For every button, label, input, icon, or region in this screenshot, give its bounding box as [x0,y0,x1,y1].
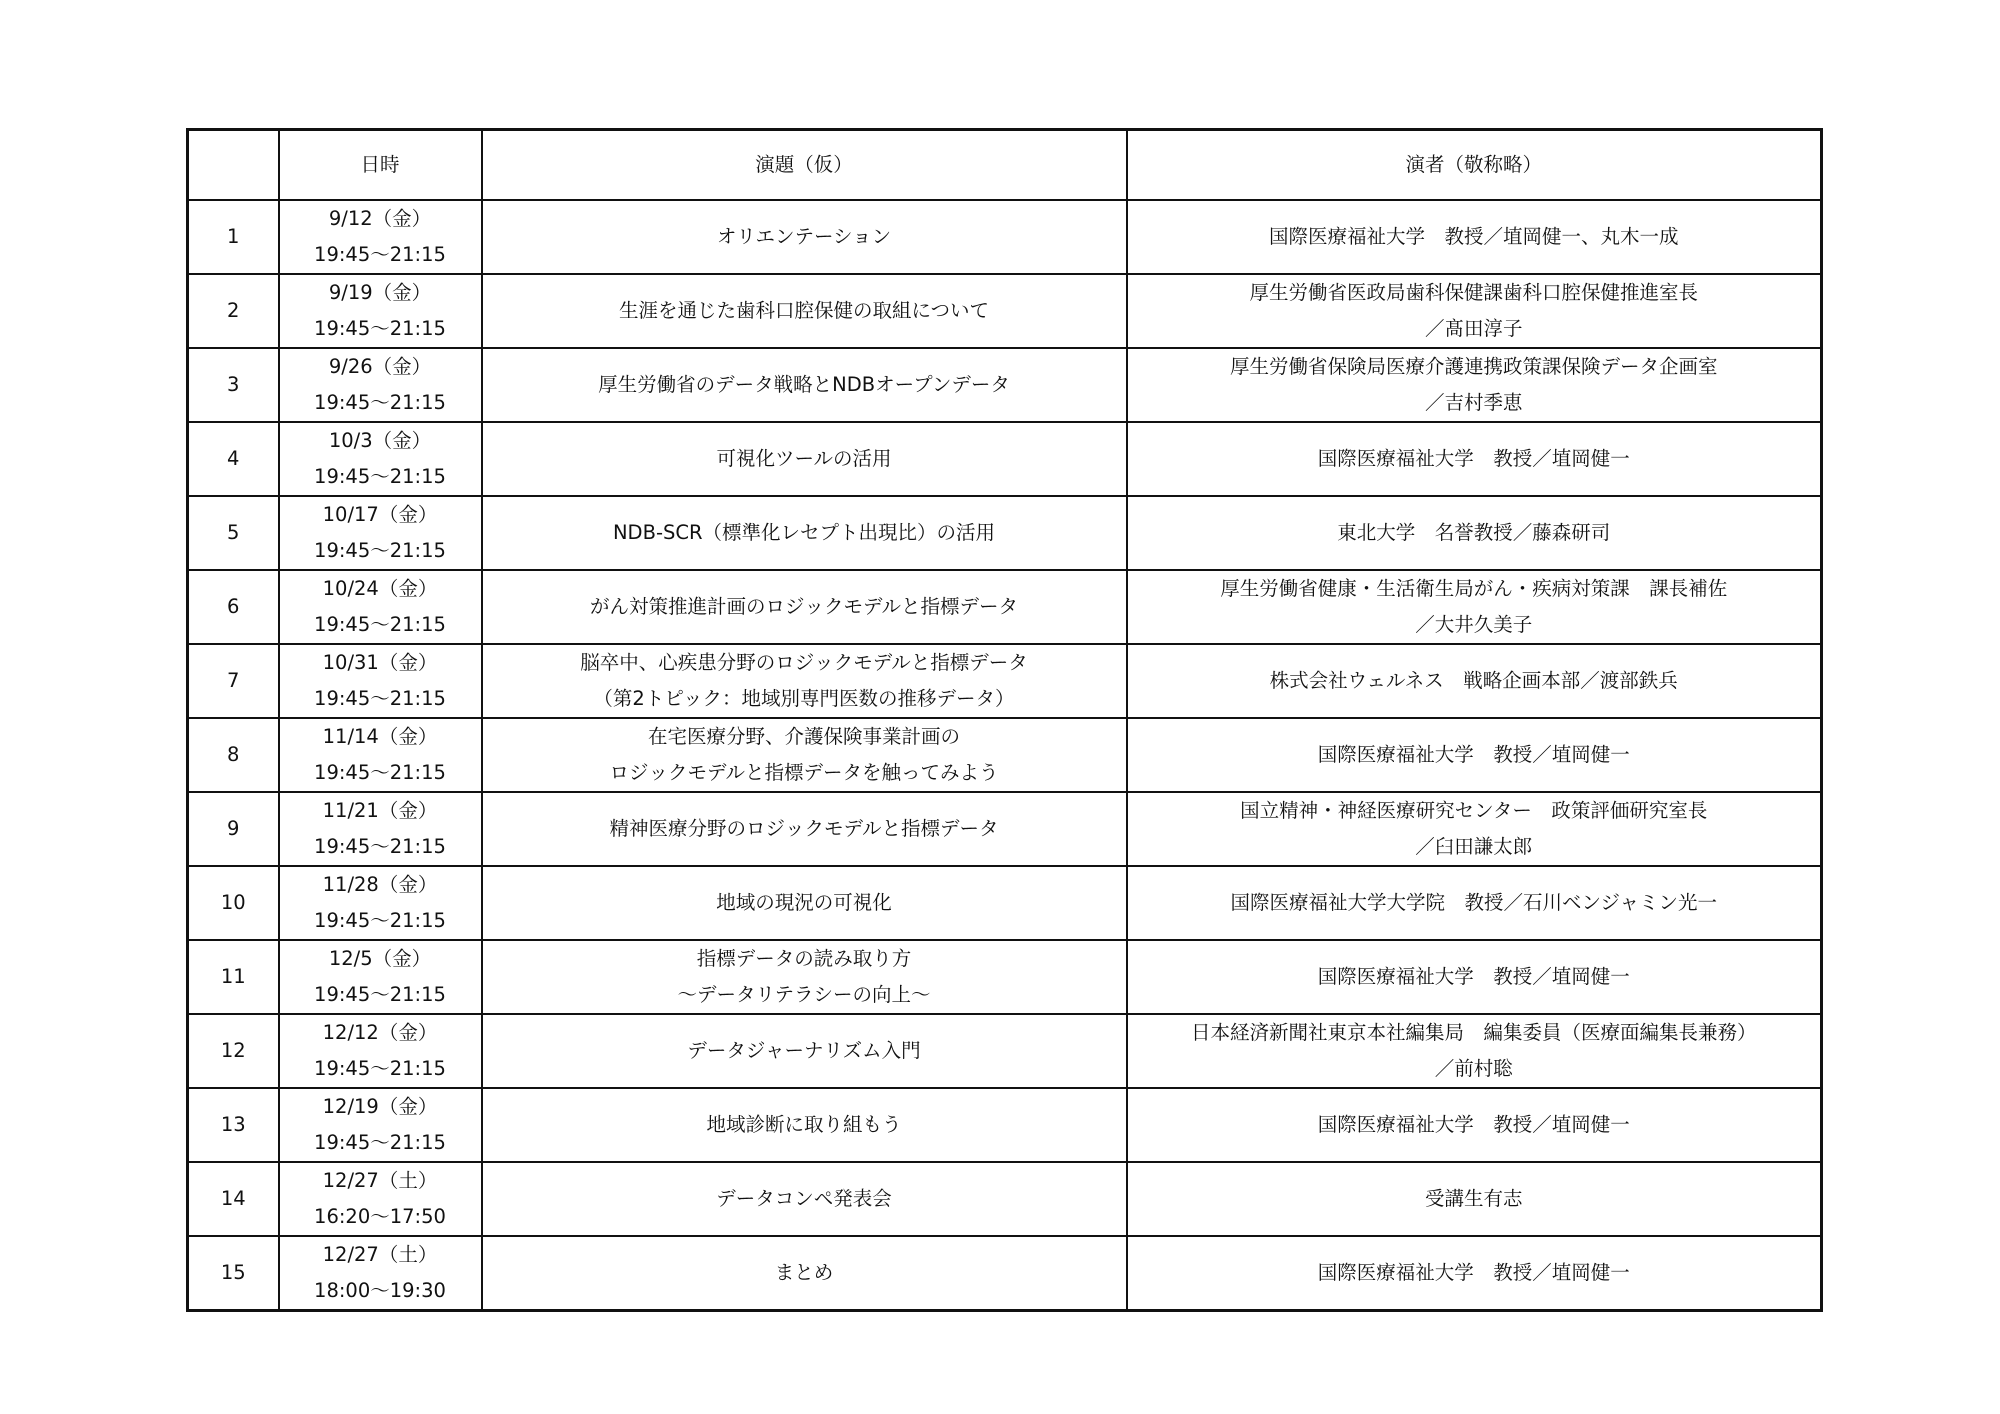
header-no [188,130,279,201]
session-datetime [279,1014,482,1088]
session-number: 2 [188,274,279,348]
session-date: 9/26（金） [328,355,432,378]
session-speaker-line: ／髙田淳子 [1424,317,1523,340]
session-speaker [1127,792,1822,866]
session-speaker [1127,274,1822,348]
session-datetime [279,422,482,496]
session-speaker [1127,1236,1822,1311]
session-title [482,1236,1127,1311]
session-speaker [1127,200,1822,274]
session-datetime [279,792,482,866]
session-date: 12/27（土） [322,1169,438,1192]
table-row [188,1162,1822,1236]
session-datetime [279,274,482,348]
session-datetime [279,1162,482,1236]
session-title [482,496,1127,570]
session-speaker-line: 日本経済新聞社東京本社編集局 編集委員（医療面編集長兼務） [1190,1021,1757,1044]
session-number: 14 [188,1162,279,1236]
session-speaker [1127,1088,1822,1162]
table-row [188,348,1822,422]
session-title-line: 可視化ツールの活用 [716,447,892,470]
session-speaker-line: 厚生労働省健康・生活衛生局がん・疾病対策課 課長補佐 [1220,577,1728,600]
table-row [188,718,1822,792]
session-speaker-line: 厚生労働省保険局医療介護連携政策課保険データ企画室 [1229,355,1718,378]
table-row [188,940,1822,1014]
session-speaker-line: 国立精神・神経医療研究センター 政策評価研究室長 [1240,799,1708,822]
session-date: 10/3（金） [328,429,432,452]
session-number: 5 [188,496,279,570]
table-row [188,200,1822,274]
session-title-line: NDB-SCR（標準化レセプト出現比）の活用 [612,521,996,544]
session-date: 10/24（金） [322,577,438,600]
session-number: 4 [188,422,279,496]
session-time: 16:20～17:50 [314,1205,446,1228]
session-title-line: 生涯を通じた歯科口腔保健の取組について [618,299,990,322]
header-title: 演題（仮） [482,130,1127,201]
session-number: 7 [188,644,279,718]
session-speaker [1127,496,1822,570]
session-title-line: オリエンテーション [716,225,892,248]
session-time: 19:45～21:15 [314,1131,446,1154]
session-number: 10 [188,866,279,940]
session-speaker-line: 厚生労働省医政局歯科保健課歯科口腔保健推進室長 [1249,281,1698,304]
session-number: 1 [188,200,279,274]
session-title-line: まとめ [774,1261,834,1284]
session-speaker [1127,644,1822,718]
table-header [188,130,1822,201]
session-number: 9 [188,792,279,866]
session-speaker [1127,422,1822,496]
session-speaker [1127,348,1822,422]
table-body [188,200,1822,1311]
session-time: 19:45～21:15 [314,983,446,1006]
session-number: 15 [188,1236,279,1311]
session-date: 12/12（金） [322,1021,438,1044]
session-title-line: ～データリテラシーの向上～ [677,983,931,1006]
session-speaker-line: 国際医療福祉大学 教授／埴岡健一 [1317,743,1630,766]
session-date: 10/17（金） [322,503,438,526]
session-datetime [279,940,482,1014]
header-speaker: 演者（敬称略） [1127,130,1822,201]
session-speaker [1127,570,1822,644]
session-speaker-line: 国際医療福祉大学 教授／埴岡健一 [1317,1113,1630,1136]
session-time: 19:45～21:15 [314,835,446,858]
session-speaker-line: 国際医療福祉大学大学院 教授／石川ベンジャミン光一 [1230,891,1718,914]
table-row [188,570,1822,644]
session-speaker-line: ／吉村季恵 [1424,391,1523,414]
session-title-line: データコンペ発表会 [716,1187,892,1210]
session-title-line: 厚生労働省のデータ戦略とNDBオープンデータ [598,373,1010,396]
session-title [482,940,1127,1014]
session-title [482,1162,1127,1236]
session-time: 19:45～21:15 [314,687,446,710]
session-speaker-line: 国際医療福祉大学 教授／埴岡健一、丸木一成 [1268,225,1679,248]
session-title [482,200,1127,274]
session-date: 12/19（金） [322,1095,438,1118]
session-datetime [279,1236,482,1311]
session-time: 19:45～21:15 [314,243,446,266]
session-datetime [279,348,482,422]
session-speaker-line: 東北大学 名誉教授／藤森研司 [1337,521,1611,544]
session-title [482,792,1127,866]
session-datetime [279,644,482,718]
table-row [188,1236,1822,1311]
session-datetime [279,496,482,570]
session-title-line: 指標データの読み取り方 [696,947,912,970]
session-time: 19:45～21:15 [314,909,446,932]
table-row [188,496,1822,570]
session-speaker-line: ／前村聡 [1434,1057,1513,1080]
session-speaker-line: 国際医療福祉大学 教授／埴岡健一 [1317,965,1630,988]
session-datetime [279,1088,482,1162]
session-title-line: 在宅医療分野、介護保険事業計画の [647,725,960,748]
session-datetime [279,570,482,644]
session-title [482,1088,1127,1162]
session-speaker-line: 国際医療福祉大学 教授／埴岡健一 [1317,1261,1630,1284]
session-time: 19:45～21:15 [314,391,446,414]
session-speaker-line: 国際医療福祉大学 教授／埴岡健一 [1317,447,1630,470]
session-title-line: 脳卒中、心疾患分野のロジックモデルと指標データ [580,651,1028,674]
table-row [188,866,1822,940]
session-speaker [1127,940,1822,1014]
session-number: 12 [188,1014,279,1088]
session-date: 11/21（金） [322,799,438,822]
session-date: 12/27（土） [322,1243,438,1266]
table-row [188,274,1822,348]
session-title-line: データジャーナリズム入門 [687,1039,921,1062]
session-title-line: がん対策推進計画のロジックモデルと指標データ [589,595,1019,618]
session-date: 12/5（金） [328,947,432,970]
session-number: 13 [188,1088,279,1162]
session-speaker-line: ／大井久美子 [1415,613,1533,636]
session-title-line: 精神医療分野のロジックモデルと指標データ [609,817,999,840]
session-datetime [279,718,482,792]
session-speaker-line: ／臼田謙太郎 [1415,835,1533,858]
header-datetime: 日時 [279,130,482,201]
session-speaker [1127,1014,1822,1088]
table-row [188,1014,1822,1088]
session-time: 18:00～19:30 [314,1279,446,1302]
session-title [482,274,1127,348]
header-row [188,130,1822,201]
session-time: 19:45～21:15 [314,317,446,340]
session-time: 19:45～21:15 [314,613,446,636]
session-speaker [1127,1162,1822,1236]
session-title [482,718,1127,792]
session-number: 8 [188,718,279,792]
session-date: 10/31（金） [322,651,438,674]
session-date: 11/28（金） [322,873,438,896]
session-datetime [279,866,482,940]
schedule-table [186,128,1823,1312]
session-speaker [1127,718,1822,792]
session-number: 11 [188,940,279,1014]
table-row [188,1088,1822,1162]
session-time: 19:45～21:15 [314,539,446,562]
session-title [482,422,1127,496]
table-row [188,792,1822,866]
session-speaker [1127,866,1822,940]
session-title [482,348,1127,422]
table-row [188,422,1822,496]
session-date: 11/14（金） [322,725,438,748]
session-number: 3 [188,348,279,422]
session-date: 9/19（金） [328,281,432,304]
session-title-line: ロジックモデルと指標データを触ってみよう [609,761,999,784]
session-title [482,570,1127,644]
table-row [188,644,1822,718]
session-title [482,866,1127,940]
session-date: 9/12（金） [328,207,432,230]
session-time: 19:45～21:15 [314,465,446,488]
session-title [482,1014,1127,1088]
session-title-line: 地域診断に取り組もう [706,1113,902,1136]
session-speaker-line: 株式会社ウェルネス 戦略企画本部／渡部鉄兵 [1269,669,1678,692]
session-title-line: 地域の現況の可視化 [716,891,892,914]
session-datetime [279,200,482,274]
session-title-line: （第2トピック：地域別専門医数の推移データ） [593,687,1015,710]
session-time: 19:45～21:15 [314,1057,446,1080]
session-speaker-line: 受講生有志 [1424,1187,1523,1210]
session-title [482,644,1127,718]
session-number: 6 [188,570,279,644]
session-time: 19:45～21:15 [314,761,446,784]
